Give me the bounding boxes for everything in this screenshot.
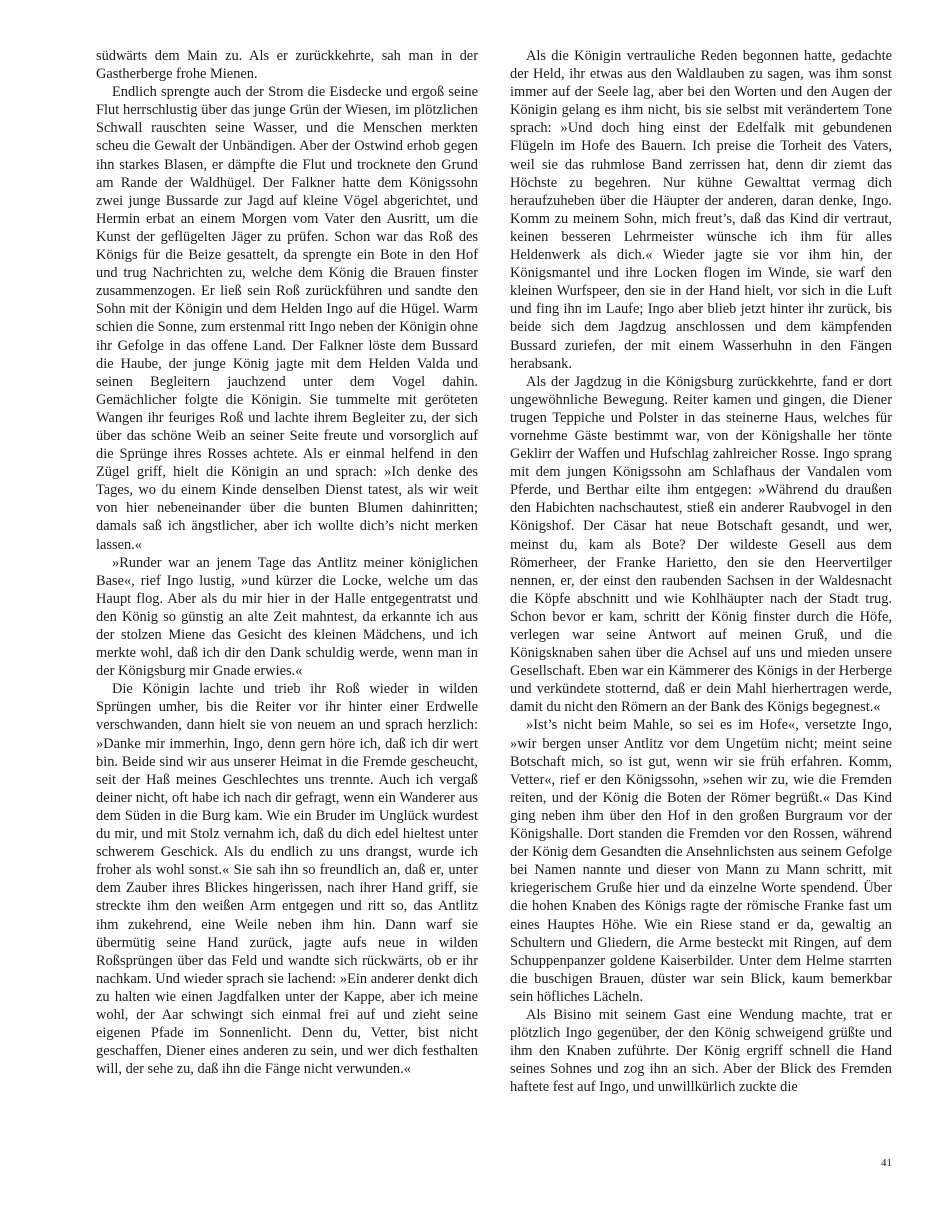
paragraph: »Runder war an jenem Tage das Antlitz meiner königlichen Base«, rief Ingo lustig, »und kürzer die Locke, welche um das Haupt flog. Aber als du mir hier in der Halle entgegentratst und den König so günstig an alte Zeit mahntest, da erkannte ich aus der stolzen Miene das Gesicht des kleinen Mädchens, und ich merkte wohl, daß ich dir den Dank schuldig werde, wenn man in der Königsburg mir Gnade erwies.«	[96, 554, 478, 680]
right-text-column	[510, 47, 892, 1096]
paragraph: Die Königin lachte und trieb ihr Roß wieder in wilden Sprüngen umher, bis die Reiter vor ihr hinter einer Erdwelle verschwanden, dann hielt sie von neuem an und sprach herzlich: »Danke mir immerhin, Ingo, denn gern höre ich, daß ich dir wert bin. Beide sind wir aus unserer Heimat in die Fremde gescheucht, seit der Haß meines Geschlechtes uns trennte. Auch ich vergaß deiner nicht, oft habe ich nach dir gefragt, wenn ein Wanderer aus dem Süden in die Burg kam. Wie ein Bruder im Unglück wurdest du mir, und mit Stolz vernahm ich, daß du dich edel hieltest unter schwerem Geschick. Als du endlich zu uns drangst, wurde ich froher als wohl sonst.« Sie sah ihn so freundlich an, daß er, unter dem Zauber ihres Blickes hingerissen, nach ihrer Hand griff, sie streckte ihm den weißen Arm entgegen und ritt so, das Antlitz ihm zukehrend, eine Weile neben ihm hin. Dann warf sie übermütig seine Hand zurück, jagte aufs neue in wilden Roßsprüngen über das Feld und wandte sich rückwärts, ob er ihr nachkam. Und wieder sprach sie lachend: »Ein anderer denkt dich zu halten wie einen Jagdfalken unter der Kappe, aber ich meine wohl, der Aar schwingt sich einmal frei auf und zieht seine eigenen Pfade im Sonnenlicht. Denn du, Vetter, bist nicht geschaffen, Diener eines anderen zu sein, und wer dich festhalten will, der sehe zu, daß ihn die Fänge nicht verwunden.«	[96, 681, 478, 1078]
left-text-column	[96, 47, 478, 1078]
paragraph: Als der Jagdzug in die Königsburg zurückkehrte, fand er dort ungewöhnliche Bewegung. Reiter kamen und gingen, die Diener trugen Teppiche und Polster in das steinerne Haus, welches für vornehme Gäste bestimmt war, von der Königshalle her tönte Geklirr der Waffen und Hufschlag zahlreicher Rosse. Ingo sprang mit dem jungen Königssohn am Schlafhaus der Vandalen vom Pferde, und Berthar eilte ihm entgegen: »Während du draußen den Habichten nachschautest, stieß ein anderer Raubvogel in den Königshof. Der Cäsar hat neue Botschaft gesandt, und wer, meinst du, kam als Bote? Der wildeste Gesell aus dem Römerheer, der Franke Harietto, den sie den Heervertilger nennen, er, der einst den raubenden Sachsen in der Waldesnacht die Köpfe abschnitt und wie Kohlhäupter nach der Stadt trug. Schon bevor er kam, schritt der König finster durch die Höfe, verlegen war seine Antwort auf meinen Gruß, und die Königsknaben sahen über die Achsel auf uns und mieden unsere Gesellschaft. Eben war ein Kämmerer des Königs in der Herberge und verkündete stotternd, daß er dein Mahl hierhertragen werde, damit du nicht den Römern an der Bank des Königs begegnest.«	[510, 373, 892, 716]
paragraph: südwärts dem Main zu. Als er zurückkehrte, sah man in der Gastherberge frohe Mienen.	[96, 48, 478, 83]
page-number: 41	[881, 1157, 892, 1169]
paragraph: Als die Königin vertrauliche Reden begonnen hatte, gedachte der Held, ihr etwas aus den Waldlauben zu sagen, was ihm sonst immer auf der Seele lag, aber bei den Worten und den Augen der Königin gelang es ihm nicht, bis sie selbst mit verändertem Tone sprach: »Und doch hing einst der Edelfalk mit gebundenen Flügeln im Hofe des Bauern. Ich preise die Torheit des Vaters, weil sie das ruhmlose Band zerrissen hat, denn dir ziemt das Höchste zu begehren. Nur kühne Gewalttat vermag dich heraufzuheben über die Häupter der anderen, daran denke, Ingo. Komm zu meinem Sohn, mich freut’s, daß das Kind dir vertraut, keinen besseren Lehrmeister wünsche ich ihm für alles Heldenwerk als dich.« Wieder jagte sie vor ihm hin, der Königsmantel und ihre Locken flogen im Winde, sie warf den kleinen Wurfspeer, den sie in der Hand hielt, vor sich in die Luft und fing ihn im Laufe; Ingo aber blieb jetzt hinter ihr zurück, bis beide sich dem Jagdzug anschlossen und dem kämpfenden Bussard zuriefen, der mit einem Wasserhuhn in den Fängen herabsank.	[510, 48, 892, 372]
paragraph: »Ist’s nicht beim Mahle, so sei es im Hofe«, versetzte Ingo, »wir bergen unser Antlitz vor dem Ungetüm nicht; meint seine Botschaft mich, so ist gut, wenn wir sie früh erfahren. Komm, Vetter«, rief er den Königssohn, »sehen wir zu, wie die Fremden reiten, und der König die Boten der Römer begrüßt.« Das Kind ging neben ihm über den Hof in den großen Burgraum vor der Königshalle. Dort standen die Fremden vor den Rossen, während der König dem Gesandten die Ansehnlichsten aus seinem Gefolge bei Namen nannte und dieser von Mann zu Mann schritt, mit kriegerischem Gruße hier und da einzelne Worte spendend. Über die hohen Knaben des Königs ragte der römische Franke fast um eines Hauptes Höhe. Wie ein Riese stand er da, gewaltig an Schultern und Gliedern, die Arme besteckt mit Ringen, auf dem Schuppenpanzer goldene Kaiserbilder. Unter dem Helme starrten die buschigen Brauen, düster war sein Blick, kaum bemerkbar sein höfliches Lächeln.	[510, 717, 892, 1005]
paragraph: Endlich sprengte auch der Strom die Eisdecke und ergoß seine Flut herrschlustig über das junge Grün der Wiesen, im plötzlichen Schwall rauschten seine Wasser, und die Menschen merkten scheu die Gewalt der Unbändigen. Aber der Ostwind erhob gegen ihn starkes Blasen, er dämpfte die Flut und trocknete den Grund am Rande der Waldhügel. Der Falkner hatte dem Königssohn zwei junge Bussarde zur Jagd auf kleine Vögel abgerichtet, und Hermin erbat an einem Morgen vom Vater den Ausritt, um die Kunst der geflügelten Jäger zu prüfen. Schon war das Roß des Königs für die Beize gesattelt, da sprengte ein Bote in den Hof und trug Nachrichten zu, welche dem König die Brauen finster zusammenzogen. Er ließ sein Roß zurückführen und sandte den Sohn mit der Königin und dem Helden Ingo auf die Hügel. Warm schien die Sonne, zum erstenmal ritt Ingo neben der Königin ohne ihr Gefolge in das offene Land. Der Falkner löste dem Bussard die Haube, der junge König jagte mit dem Helden Valda und seinen Begleitern jauchzend unter dem Vogel dahin. Gemächlicher folgte die Königin. Sie tummelte mit geröteten Wangen ihr feuriges Roß und lachte ihrem Begleiter zu, der sich über das schöne Weib an seiner Seite freute und vorsorglich auf die Sprünge ihres Rosses achtete. Als er einmal helfend in den Zügel griff, hielt die Königin an und sprach: »Ich denke des Tages, wo du einem Kinde denselben Dienst tatest, als wir weit von hier nebeneinander über die bunten Blumen dahinritten; damals saß ich ängstlicher, aber ich wollte dich’s nicht merken lassen.«	[96, 84, 478, 553]
paragraph: Als Bisino mit seinem Gast eine Wendung machte, trat er plötzlich Ingo gegenüber, der den König schweigend grüßte und ihm den Knaben zuführte. Der König ergriff schnell die Hand seines Sohnes und zog ihn an sich. Aber der Blick des Fremden haftete fest auf Ingo, und unwillkürlich zuckte die	[510, 1006, 892, 1096]
